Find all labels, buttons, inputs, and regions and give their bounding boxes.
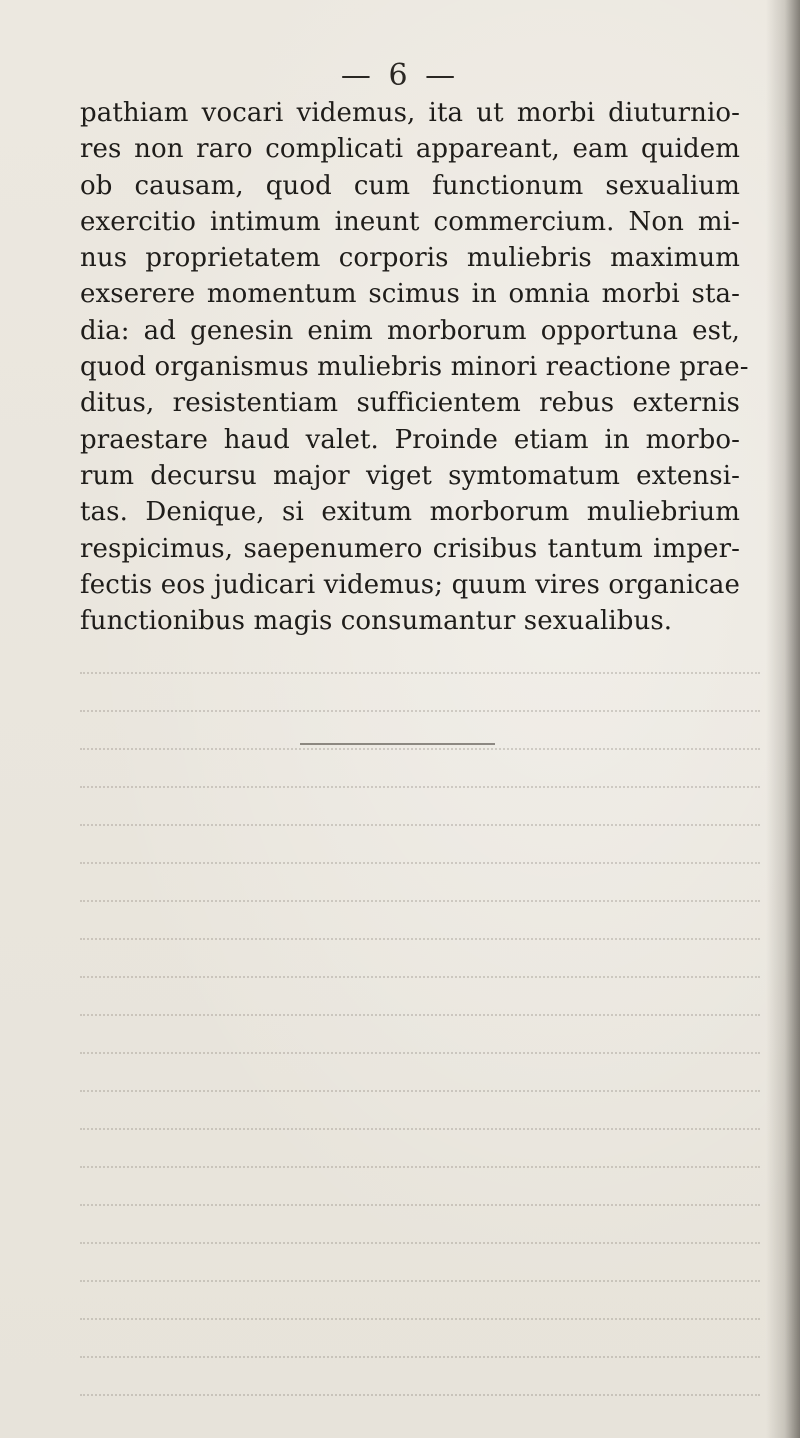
show-through-line	[80, 862, 760, 902]
show-through-line	[80, 900, 760, 940]
text-line: quod organismus muliebris minori reactione prae-	[80, 352, 749, 383]
show-through-line	[80, 1014, 760, 1054]
show-through-line	[80, 1318, 760, 1358]
text-line: respicimus, saepenumero crisibus tantum imper-	[80, 533, 740, 564]
text-line: res non raro complicati appareant, eam quidem	[80, 134, 740, 165]
page-number: — 6 —	[340, 58, 460, 93]
show-through-line	[80, 1356, 760, 1396]
body-text	[80, 95, 749, 639]
show-through-line	[80, 1394, 760, 1434]
show-through-line	[80, 1128, 760, 1168]
text-line: rum decursu major viget symtomatum extensi-	[80, 460, 740, 491]
text-line: dia: ad genesin enim morborum opportuna est,	[80, 315, 740, 346]
text-line: functionibus magis consumantur sexualibus.	[80, 606, 673, 637]
text-line: tas. Denique, si exitum morborum muliebrium	[80, 497, 740, 528]
text-line: praestare haud valet. Proinde etiam in morbo-	[80, 424, 740, 455]
show-through-line	[80, 1204, 760, 1244]
show-through-line	[80, 672, 760, 712]
show-through-line	[80, 938, 760, 978]
text-line: ditus, resistentiam sufficientem rebus externis	[80, 388, 740, 419]
show-through-line	[80, 976, 760, 1016]
text-line: exserere momentum scimus in omnia morbi sta-	[80, 279, 740, 310]
show-through-line	[80, 1280, 760, 1320]
text-line: pathiam vocari videmus, ita ut morbi diuturnio-	[80, 98, 740, 128]
show-through-line	[80, 748, 760, 788]
show-through-line	[80, 1052, 760, 1092]
show-through-line	[80, 1242, 760, 1282]
show-through-line	[80, 1090, 760, 1130]
show-through-area	[0, 650, 800, 1438]
show-through-line	[80, 824, 760, 864]
text-line: ob causam, quod cum functionum sexualium	[80, 170, 740, 201]
text-line: exercitio intimum ineunt commercium. Non mi-	[80, 206, 740, 237]
show-through-line	[80, 786, 760, 826]
show-through-line	[80, 1166, 760, 1206]
text-line: fectis eos judicari videmus; quum vires organicae	[80, 569, 740, 600]
text-line: nus proprietatem corporis muliebris maximum	[80, 243, 740, 274]
show-through-rule	[300, 743, 495, 745]
